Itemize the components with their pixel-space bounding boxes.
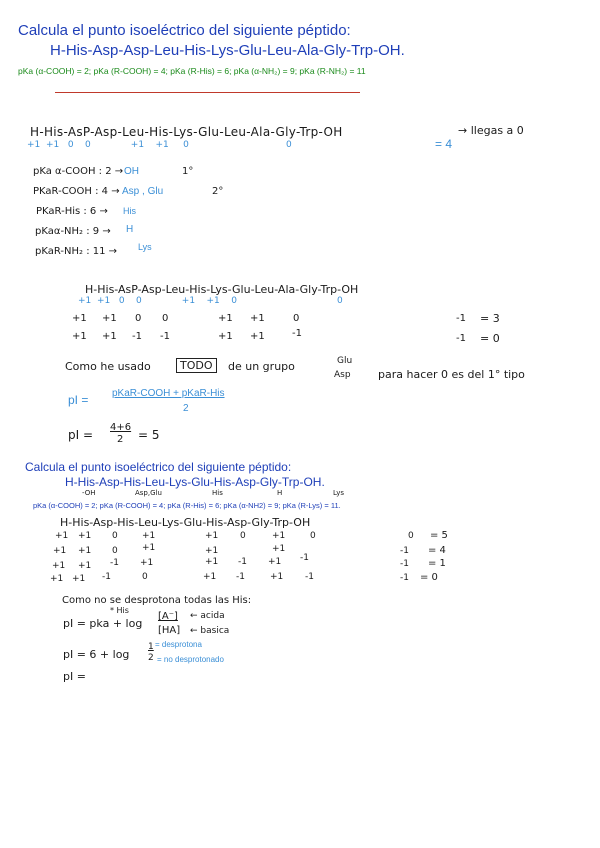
w2r2-g: +1 bbox=[272, 544, 286, 554]
w2r1-f: 0 bbox=[240, 531, 246, 541]
w2r2-i: -1 bbox=[400, 546, 409, 556]
w1r2-f: +1 bbox=[250, 331, 265, 342]
w1r1-c: 0 bbox=[135, 313, 142, 324]
work2-his-mark: * His bbox=[110, 606, 129, 615]
pka-item-2-left: PKaR-COOH : 4 → bbox=[33, 186, 120, 197]
w2r1-a: +1 bbox=[55, 531, 69, 541]
w1r2-i: = 0 bbox=[480, 332, 500, 345]
ann-aspglu: Asp,Glu bbox=[135, 489, 162, 497]
w1r1-h: -1 bbox=[456, 313, 466, 324]
problem2-pka-line: pKa (α-COOH) = 2; pKa (R-COOH) = 4; pKa (R-His) = 6; pKa (α-NH2) = 9; pKa (R-Lys) = 11. bbox=[33, 501, 341, 510]
work2-pi-label: pI = pka + log bbox=[63, 617, 143, 630]
w2r2-j: = 4 bbox=[428, 545, 446, 556]
w2r1-h: 0 bbox=[310, 531, 316, 541]
pka-item-2-right: Asp , Glu bbox=[122, 186, 164, 197]
w1r1-d: 0 bbox=[162, 313, 169, 324]
red-divider bbox=[55, 92, 360, 93]
problem1-pka-line: pKa (α-COOH) = 2; pKa (R-COOH) = 4; pKa (R-His) = 6; pKa (α-NH₂) = 9; pKa (R-NH₂) = 11 bbox=[18, 66, 366, 76]
work1-chain2: H-His-AsP-Asp-Leu-His-Lys-Glu-Leu-Ala-Gly-Trp-OH bbox=[85, 283, 359, 296]
pka-item-5-left: pKaR-NH₂ : 11 → bbox=[35, 246, 118, 257]
problem1-title: Calcula el punto isoeléctrico del siguiente péptido: bbox=[18, 22, 351, 39]
work1-asp: Asp bbox=[334, 370, 351, 380]
pka-item-3-right: His bbox=[123, 206, 136, 216]
work2-frac-num: [A⁻] bbox=[158, 611, 178, 622]
w2r2-e: +1 bbox=[205, 546, 219, 556]
w2r4-a: +1 bbox=[50, 574, 64, 584]
w1r2-d: -1 bbox=[160, 331, 170, 342]
work1-charges: +1 +1 0 0 +1 +1 0 0 bbox=[27, 140, 292, 150]
w2r4-c: -1 bbox=[102, 572, 111, 582]
work1-pi2-label: pI = bbox=[68, 428, 94, 442]
work2-chain: H-His-Asp-His-Leu-Lys-Glu-His-Asp-Gly-Trp-OH bbox=[60, 516, 311, 529]
w2r4-j: = 0 bbox=[420, 572, 438, 583]
pka-item-3-left: PKaR-His : 6 → bbox=[36, 206, 108, 217]
w2r3-a: +1 bbox=[52, 561, 66, 571]
w1r2-c: -1 bbox=[132, 331, 142, 342]
work1-todo-box: TODO bbox=[176, 358, 217, 373]
work1-pi2-res: = 5 bbox=[138, 428, 160, 442]
w2r1-c: 0 bbox=[112, 531, 118, 541]
work1-pi-num: pKaR-COOH + pKaR-His bbox=[112, 388, 225, 399]
w2r4-i: -1 bbox=[400, 573, 409, 583]
w1r2-a: +1 bbox=[72, 331, 87, 342]
pka-item-1-right: OH bbox=[124, 166, 139, 177]
pka-item-1-left: pKa α-COOH : 2 → bbox=[33, 166, 124, 177]
work1-glu: Glu bbox=[337, 356, 353, 366]
work2-pi2-den: 2 bbox=[148, 653, 154, 663]
w2r4-b: +1 bbox=[72, 574, 86, 584]
work1-como: Como he usado bbox=[65, 360, 151, 373]
w2r3-g: +1 bbox=[268, 557, 282, 567]
w1r1-i: = 3 bbox=[480, 312, 500, 325]
ann-h: H bbox=[277, 489, 283, 497]
w1r2-g: -1 bbox=[292, 328, 302, 339]
w1r2-b: +1 bbox=[102, 331, 117, 342]
work1-charges2: +1 +1 0 0 +1 +1 0 0 bbox=[78, 296, 343, 306]
pka-item-1-extra: 1° bbox=[182, 166, 194, 177]
w1r1-g: 0 bbox=[293, 313, 300, 324]
pka-item-5-right: Lys bbox=[138, 242, 152, 252]
w2r3-d: +1 bbox=[140, 558, 154, 568]
ann-his: His bbox=[212, 489, 223, 497]
work1-de-un: de un grupo bbox=[228, 360, 295, 373]
w2r3-e: +1 bbox=[205, 557, 219, 567]
w2r1-j: = 5 bbox=[430, 530, 448, 541]
w1r1-f: +1 bbox=[250, 313, 265, 324]
w2r3-h: -1 bbox=[300, 553, 309, 563]
work1-para: para hacer 0 es del 1° tipo bbox=[378, 368, 525, 381]
problem2-peptide: H-His-Asp-His-Leu-Lys-Glu-His-Asp-Gly-Trp-OH. bbox=[65, 475, 325, 489]
pka-item-2-extra: 2° bbox=[212, 186, 224, 197]
work2-pi2-label: pI = 6 + log bbox=[63, 648, 130, 661]
w2r4-e: +1 bbox=[203, 572, 217, 582]
w2r1-b: +1 bbox=[78, 531, 92, 541]
w2r3-i: -1 bbox=[400, 559, 409, 569]
w2r3-c: -1 bbox=[110, 558, 119, 568]
work1-arrow-note: → llegas a 0 bbox=[458, 124, 524, 137]
w2r1-e: +1 bbox=[205, 531, 219, 541]
w2r4-h: -1 bbox=[305, 572, 314, 582]
w2r1-i: 0 bbox=[408, 531, 414, 541]
work2-pi3: pI = bbox=[63, 670, 86, 683]
w2r1-g: +1 bbox=[272, 531, 286, 541]
w2r3-b: +1 bbox=[78, 561, 92, 571]
w1r1-b: +1 bbox=[102, 313, 117, 324]
work2-acida: ← acida bbox=[190, 611, 225, 621]
w2r3-f: -1 bbox=[238, 557, 247, 567]
w1r2-h: -1 bbox=[456, 333, 466, 344]
w2r1-d: +1 bbox=[142, 531, 156, 541]
w2r2-d: +1 bbox=[142, 543, 156, 553]
w2r4-f: -1 bbox=[236, 572, 245, 582]
w1r1-a: +1 bbox=[72, 313, 87, 324]
work2-como: Como no se desprotona todas las His: bbox=[62, 595, 252, 606]
pka-item-4-right: H bbox=[126, 224, 134, 235]
w2r4-g: +1 bbox=[270, 572, 284, 582]
work2-no-desp: = no desprotonado bbox=[157, 655, 224, 664]
problem1-peptide: H-His-Asp-Asp-Leu-His-Lys-Glu-Leu-Ala-Gly-Trp-OH. bbox=[50, 42, 405, 59]
work1-eq: = 4 bbox=[435, 137, 453, 151]
work2-basica: ← basica bbox=[190, 626, 230, 636]
w1r1-e: +1 bbox=[218, 313, 233, 324]
w1r2-e: +1 bbox=[218, 331, 233, 342]
ann-lys: Lys bbox=[333, 489, 345, 497]
work1-pi2-num: 4+6 bbox=[110, 422, 132, 433]
work2-desp: = desprotona bbox=[155, 640, 202, 649]
w2r4-d: 0 bbox=[142, 572, 148, 582]
work2-frac-den: [HA] bbox=[158, 625, 181, 636]
work1-chain: H-His-AsP-Asp-Leu-His-Lys-Glu-Leu-Ala-Gly-Trp-OH bbox=[30, 125, 343, 139]
w2r2-a: +1 bbox=[53, 546, 67, 556]
ann-oh: -OH bbox=[82, 489, 96, 497]
work2-pi2-num: 1 bbox=[148, 642, 154, 652]
w2r2-b: +1 bbox=[78, 546, 92, 556]
problem2-title: Calcula el punto isoeléctrico del siguiente péptido: bbox=[25, 460, 292, 474]
work1-pi-label: pI = bbox=[68, 393, 89, 407]
work1-pi2-den: 2 bbox=[117, 434, 124, 445]
w2r2-c: 0 bbox=[112, 546, 118, 556]
w2r3-j: = 1 bbox=[428, 558, 446, 569]
work1-pi-den: 2 bbox=[183, 403, 189, 414]
pka-item-4-left: pKaα-NH₂ : 9 → bbox=[35, 226, 111, 237]
